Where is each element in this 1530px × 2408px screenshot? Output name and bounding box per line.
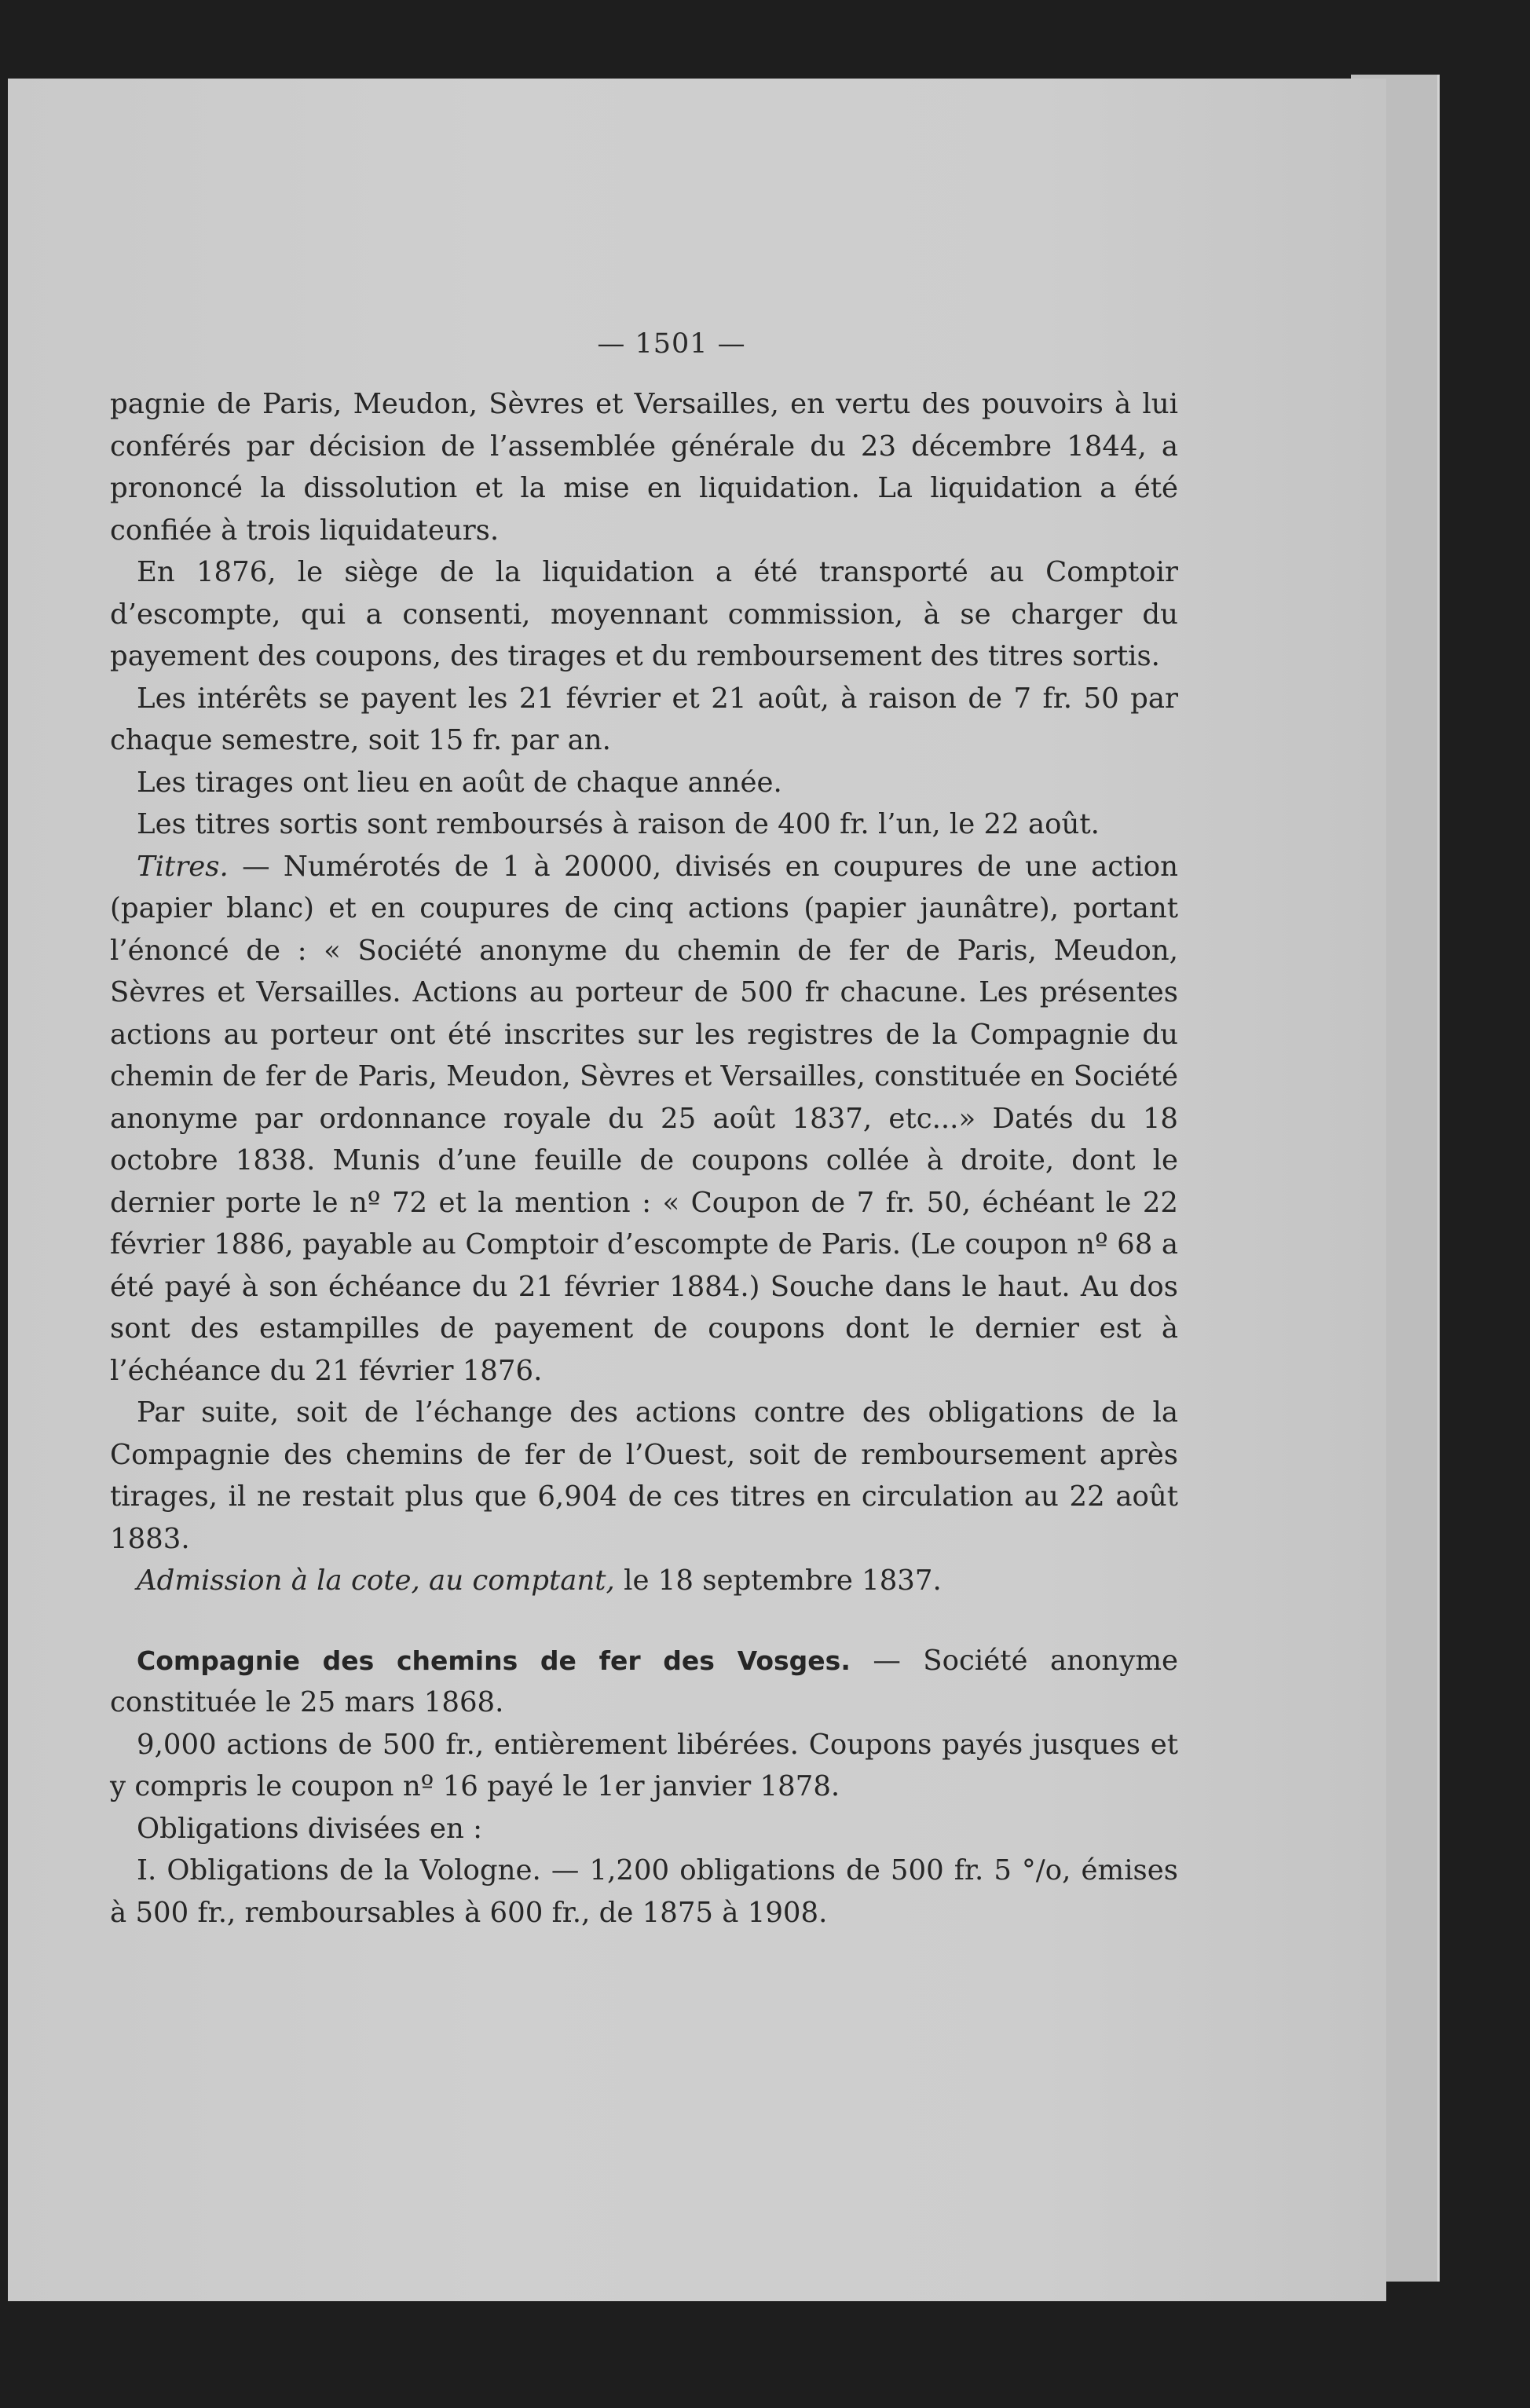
paragraph: Les intérêts se payent les 21 février et 21 août, à raison de 7 fr. 50 par chaque semestre, soit 15 fr. par an. bbox=[110, 682, 1178, 756]
paragraph: 9,000 actions de 500 fr., entièrement libérées. Coupons payés jusques et y compris le coupon nº 16 payé le 1er janvier 1878. bbox=[110, 1728, 1178, 1802]
titres-label: Titres. bbox=[137, 850, 229, 883]
section-intro: — Société anonyme constituée le 25 mars 1868. bbox=[110, 1644, 1178, 1718]
paragraph bbox=[110, 1560, 1178, 1602]
paragraph: Les titres sortis sont remboursés à raison de 400 fr. l’un, le 22 août. bbox=[137, 808, 1100, 840]
paragraph: Par suite, soit de l’échange des actions contre des obligations de la Compagnie des chemins de fer de l’Ouest, soit de remboursement après tirages, il ne restait plus que 6,904 de ces titres en circulation au 22 août 1883. bbox=[110, 1396, 1178, 1555]
paragraph bbox=[110, 1640, 1178, 1724]
titres-text: — Numérotés de 1 à 20000, divisés en coupures de une action (papier blanc) et en coupures de cinq actions (papier jaunâtre), portant l’énoncé de : « Société anonyme du chemin de fer de Paris, Meudon, Sèvres et Versailles. Actions au porteur de 500 fr chacune. Les présentes actions au porteur ont été inscrites sur les registres de la Compagnie du chemin de fer de Paris, Meudon, Sèvres et Versailles, constituée en Société anonyme par ordonnance royale du 25 août 1837, etc...» Datés du 18 octobre 1838. Munis d’une feuille de coupons collée à droite, dont le dernier porte le nº 72 et la mention : « Coupon de 7 fr. 50, échéant le 22 février 1886, payable au Comptoir d’escompte de Paris. (Le coupon nº 68 a été payé à son échéance du 21 février 1884.) Souche dans le haut. Au dos sont des estampilles de payement de coupons dont le dernier est à l’échéance du 21 février 1876. bbox=[110, 850, 1178, 1387]
paragraph: Obligations divisées en : bbox=[137, 1812, 483, 1845]
paragraph: En 1876, le siège de la liquidation a été transporté au Comptoir d’escompte, qui a consenti, moyennant commission, à se charger du payement des coupons, des tirages et du remboursement des titres sortis. bbox=[110, 556, 1178, 672]
paragraph: Les tirages ont lieu en août de chaque année. bbox=[137, 766, 782, 799]
paragraph: I. Obligations de la Vologne. — 1,200 obligations de 500 fr. 5 °/o, émises à 500 fr., remboursables à 600 fr., de 1875 à 1908. bbox=[110, 1854, 1178, 1929]
admission-date: le 18 septembre 1837. bbox=[614, 1564, 942, 1597]
page-number: — 1501 — bbox=[597, 328, 746, 360]
paragraph: pagnie de Paris, Meudon, Sèvres et Versailles, en vertu des pouvoirs à lui conférés par décision de l’assemblée générale du 23 décembre 1844, a prononcé la dissolution et la mise en liquidation. La liquidation a été confiée à trois liquidateurs. bbox=[110, 388, 1178, 547]
document-page bbox=[8, 79, 1386, 2301]
paragraph bbox=[110, 846, 1178, 1392]
admission-label: Admission à la cote, au comptant, bbox=[137, 1564, 615, 1597]
body-text bbox=[110, 383, 1178, 1934]
section-heading: Compagnie des chemins de fer des Vosges. bbox=[137, 1645, 851, 1676]
